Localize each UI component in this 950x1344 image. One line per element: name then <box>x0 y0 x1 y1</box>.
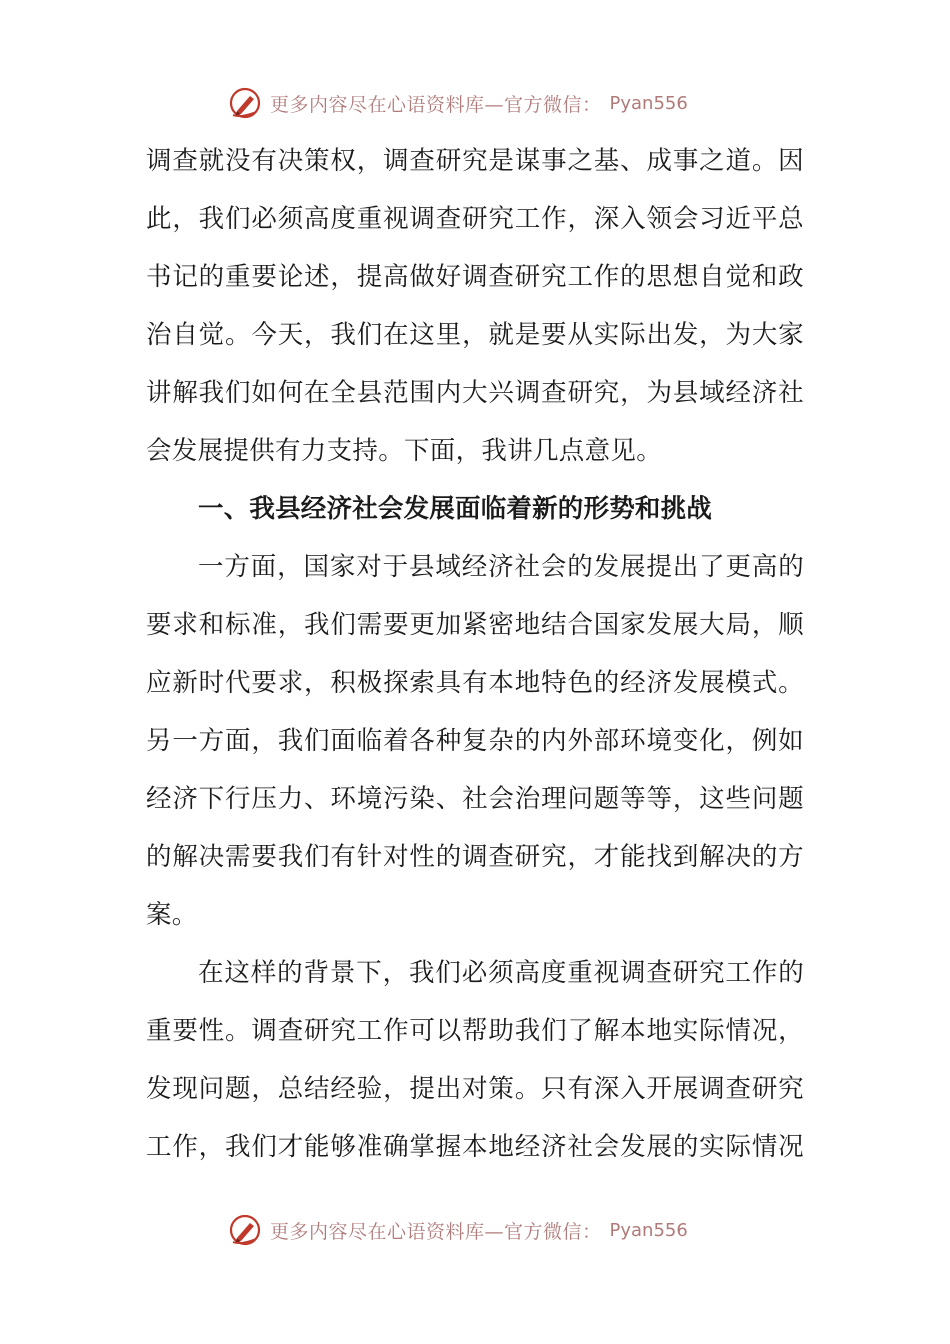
text-line: 另一方面，我们面临着各种复杂的内外部环境变化，例如 <box>146 726 804 756</box>
paragraph-1 <box>146 140 804 488</box>
footer-wechat-id: Pyan556 <box>609 1219 688 1241</box>
text-line: 讲解我们如何在全县范围内大兴调查研究，为县域经济社 <box>146 378 804 408</box>
header-wechat-id: Pyan556 <box>609 92 688 114</box>
footer-banner <box>228 1210 748 1250</box>
document-body <box>146 140 804 1184</box>
text-line: 应新时代要求，积极探索具有本地特色的经济发展模式。 <box>146 668 804 698</box>
text-line: 重要性。调查研究工作可以帮助我们了解本地实际情况， <box>146 1016 804 1046</box>
text-line: 案。 <box>146 900 198 930</box>
text-line: 调查就没有决策权，调查研究是谋事之基、成事之道。因 <box>146 146 804 176</box>
pen-logo-icon <box>228 1213 262 1247</box>
section-heading: 一、我县经济社会发展面临着新的形势和挑战 <box>198 494 713 524</box>
text-line: 要求和标准，我们需要更加紧密地结合国家发展大局，顺 <box>146 610 804 640</box>
text-line: 发现问题，总结经验，提出对策。只有深入开展调查研究 <box>146 1074 804 1104</box>
text-line: 在这样的背景下，我们必须高度重视调查研究工作的 <box>198 958 804 988</box>
text-line: 此，我们必须高度重视调查研究工作，深入领会习近平总 <box>146 204 804 234</box>
paragraph-2 <box>146 546 804 952</box>
footer-banner-text: 更多内容尽在心语资料库—官方微信： <box>270 1220 602 1243</box>
text-line: 治自觉。今天，我们在这里，就是要从实际出发，为大家 <box>146 320 804 350</box>
header-banner-text: 更多内容尽在心语资料库—官方微信： <box>270 93 602 116</box>
text-line: 的解决需要我们有针对性的调查研究，才能找到解决的方 <box>146 842 804 872</box>
text-line: 工作，我们才能够准确掌握本地经济社会发展的实际情况 <box>146 1132 804 1162</box>
paragraph-3 <box>146 952 804 1184</box>
text-line: 书记的重要论述，提高做好调查研究工作的思想自觉和政 <box>146 262 804 292</box>
pen-logo-icon <box>228 86 262 120</box>
text-line: 会发展提供有力支持。下面，我讲几点意见。 <box>146 436 663 466</box>
text-line: 一方面，国家对于县域经济社会的发展提出了更高的 <box>198 552 804 582</box>
header-banner <box>228 83 748 123</box>
text-line: 经济下行压力、环境污染、社会治理问题等等，这些问题 <box>146 784 804 814</box>
